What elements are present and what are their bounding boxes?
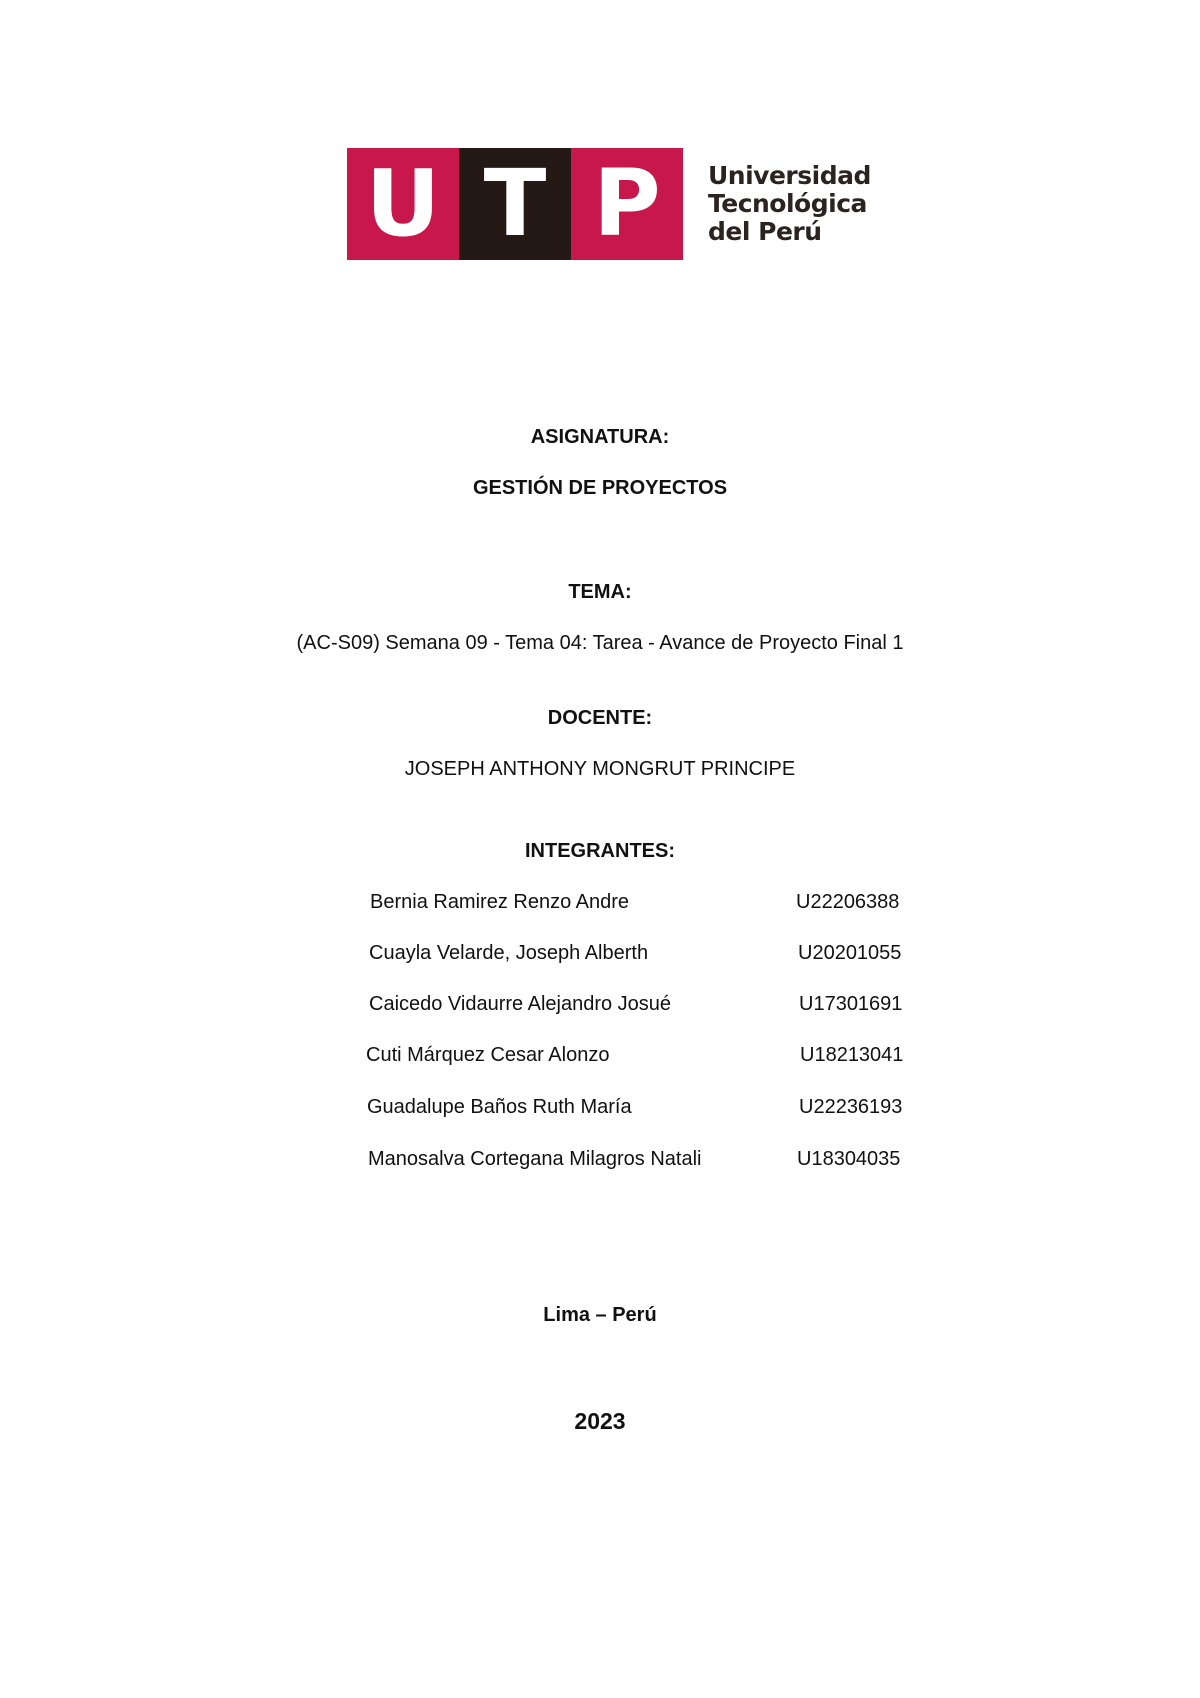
member-code: U22236193	[799, 1096, 903, 1118]
logo-name-line: del Perú	[708, 217, 822, 246]
place: Lima – Perú	[543, 1304, 657, 1326]
logo-letter-t: T	[459, 148, 571, 260]
docente-label: DOCENTE:	[547, 707, 653, 729]
integrantes-label: INTEGRANTES:	[525, 840, 675, 862]
member-code: U20201055	[798, 942, 902, 964]
member-name: Cuayla Velarde, Joseph Alberth	[369, 942, 649, 964]
docente-value: JOSEPH ANTHONY MONGRUT PRINCIPE	[404, 758, 796, 780]
member-name: Manosalva Cortegana Milagros Natali	[368, 1148, 702, 1170]
utp-logo-mark	[347, 148, 683, 260]
logo-letter-p: P	[571, 148, 683, 260]
member-name: Caicedo Vidaurre Alejandro Josué	[369, 993, 672, 1015]
logo-name-line: Universidad	[708, 161, 871, 190]
asignatura-value: GESTIÓN DE PROYECTOS	[472, 477, 728, 499]
member-name: Cuti Márquez Cesar Alonzo	[366, 1044, 610, 1066]
utp-logo	[347, 148, 871, 260]
tema-label: TEMA:	[568, 581, 632, 603]
member-name: Guadalupe Baños Ruth María	[367, 1096, 632, 1118]
member-code: U18213041	[800, 1044, 904, 1066]
asignatura-label: ASIGNATURA:	[530, 426, 670, 448]
member-code: U18304035	[797, 1148, 901, 1170]
member-name: Bernia Ramirez Renzo Andre	[370, 891, 630, 913]
member-code: U17301691	[799, 993, 903, 1015]
tema-value: (AC-S09) Semana 09 - Tema 04: Tarea - Avance de Proyecto Final 1	[296, 632, 904, 654]
logo-letter-u: U	[347, 148, 459, 260]
logo-name-line: Tecnológica	[708, 189, 867, 218]
member-code: U22206388	[796, 891, 900, 913]
year: 2023	[574, 1408, 626, 1434]
utp-logo-name	[708, 162, 871, 246]
